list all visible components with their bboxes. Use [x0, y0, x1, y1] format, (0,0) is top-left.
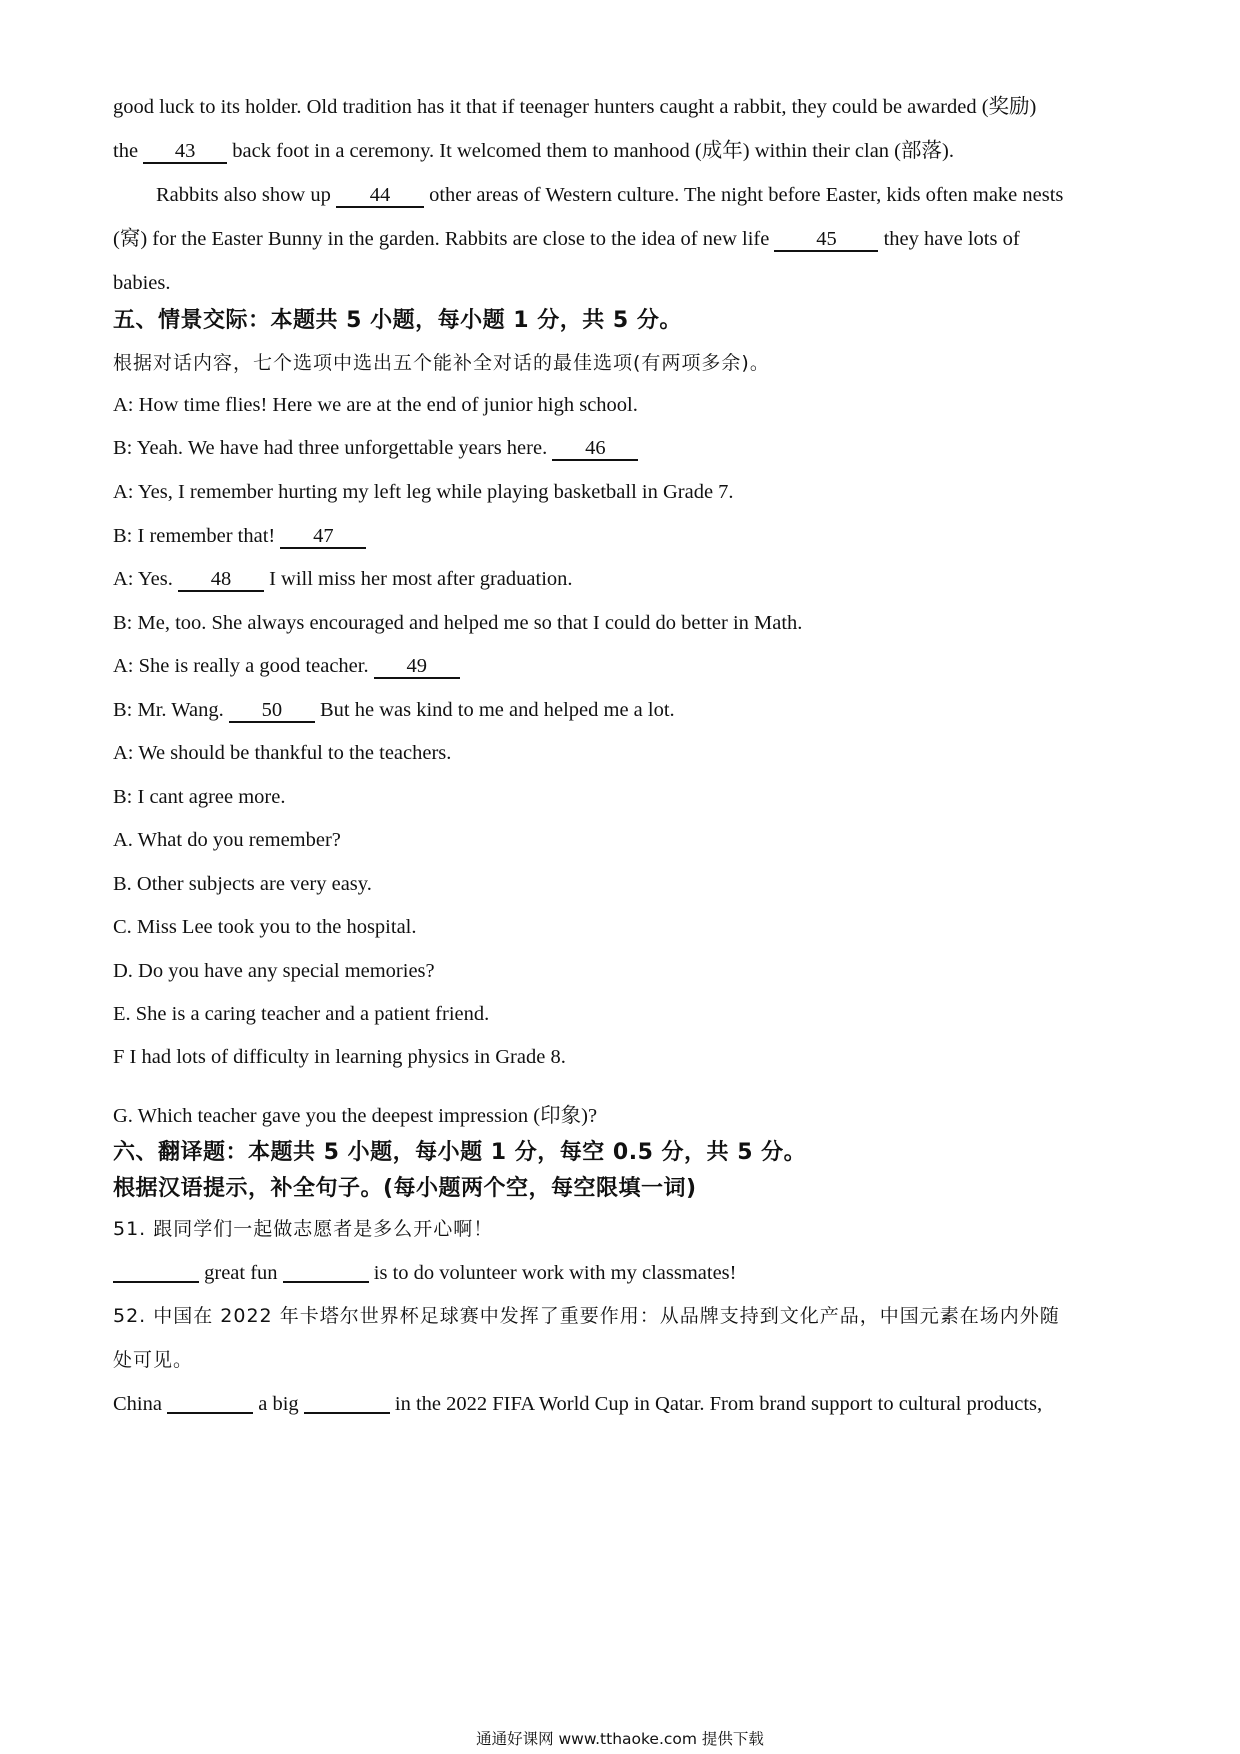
blank-43[interactable]: 43: [143, 140, 227, 164]
dialogue-line-5: A: Yes. 48 I will miss her most after graduation.: [113, 568, 573, 590]
option-a: A. What do you remember?: [113, 829, 341, 851]
dialogue-line-8: B: Mr. Wang. 50 But he was kind to me and helped me a lot.: [113, 699, 675, 721]
blank-48[interactable]: 48: [178, 568, 264, 592]
dialogue-line-10: B: I cant agree more.: [113, 786, 286, 808]
dialogue-line-3: A: Yes, I remember hurting my left leg while playing basketball in Grade 7.: [113, 481, 734, 503]
option-f: F I had lots of difficulty in learning physics in Grade 8.: [113, 1046, 566, 1068]
option-b: B. Other subjects are very easy.: [113, 873, 372, 895]
passage-line-3: Rabbits also show up 44 other areas of Western culture. The night before Easter, kids often make nests: [156, 184, 1064, 206]
blank-47[interactable]: 47: [280, 525, 366, 549]
dialogue-line-9: A: We should be thankful to the teachers.: [113, 742, 452, 764]
option-d: D. Do you have any special memories?: [113, 960, 435, 982]
option-c: C. Miss Lee took you to the hospital.: [113, 916, 417, 938]
blank-50[interactable]: 50: [229, 699, 315, 723]
question-52-prompt-2: 处可见。: [113, 1349, 194, 1371]
section5-heading: 五、情景交际：本题共 5 小题，每小题 1 分，共 5 分。: [113, 308, 682, 333]
passage-line-2: the 43 back foot in a ceremony. It welcomed them to manhood (成年) within their clan (部落).: [113, 140, 954, 162]
dialogue-line-2: B: Yeah. We have had three unforgettable years here. 46: [113, 435, 638, 461]
dialogue-line-1: A: How time flies! Here we are at the end of junior high school.: [113, 394, 638, 416]
question-51-sentence: great fun is to do volunteer work with my classmates!: [113, 1259, 736, 1286]
option-g: G. Which teacher gave you the deepest impression (印象)?: [113, 1105, 598, 1127]
option-e: E. She is a caring teacher and a patient friend.: [113, 1003, 490, 1025]
passage-line-5: babies.: [113, 272, 171, 294]
question-51-prompt: 51. 跟同学们一起做志愿者是多么开心啊！: [113, 1218, 494, 1240]
dialogue-line-7: A: She is really a good teacher. 49: [113, 653, 460, 679]
section6-heading: 六、翻译题：本题共 5 小题，每小题 1 分，每空 0.5 分，共 5 分。: [113, 1140, 807, 1165]
passage-line-4: (窝) for the Easter Bunny in the garden. Rabbits are close to the idea of new life 45 they have lots of: [113, 228, 1020, 250]
answer-blank[interactable]: [167, 1390, 253, 1414]
section5-instruction: 根据对话内容，七个选项中选出五个能补全对话的最佳选项(有两项多余)。: [113, 352, 770, 374]
question-52-sentence: China a big in the 2022 FIFA World Cup in Qatar. From brand support to cultural products,: [113, 1390, 1042, 1417]
page-footer: 通通好课网 www.tthaoke.com 提供下载: [476, 1730, 764, 1748]
answer-blank[interactable]: [113, 1259, 199, 1283]
blank-45[interactable]: 45: [774, 228, 878, 252]
passage-line-1: good luck to its holder. Old tradition has it that if teenager hunters caught a rabbit, they could be awarded (奖励): [113, 96, 1037, 118]
section6-instruction: 根据汉语提示，补全句子。(每小题两个空，每空限填一词): [113, 1176, 697, 1201]
answer-blank[interactable]: [283, 1259, 369, 1283]
question-52-prompt-1: 52. 中国在 2022 年卡塔尔世界杯足球赛中发挥了重要作用：从品牌支持到文化产品，中国元素在场内外随: [113, 1305, 1060, 1327]
answer-blank[interactable]: [304, 1390, 390, 1414]
blank-44[interactable]: 44: [336, 184, 424, 208]
blank-49[interactable]: 49: [374, 655, 460, 679]
blank-46[interactable]: 46: [552, 437, 638, 461]
dialogue-line-4: B: I remember that! 47: [113, 523, 366, 549]
dialogue-line-6: B: Me, too. She always encouraged and helped me so that I could do better in Math.: [113, 612, 803, 634]
